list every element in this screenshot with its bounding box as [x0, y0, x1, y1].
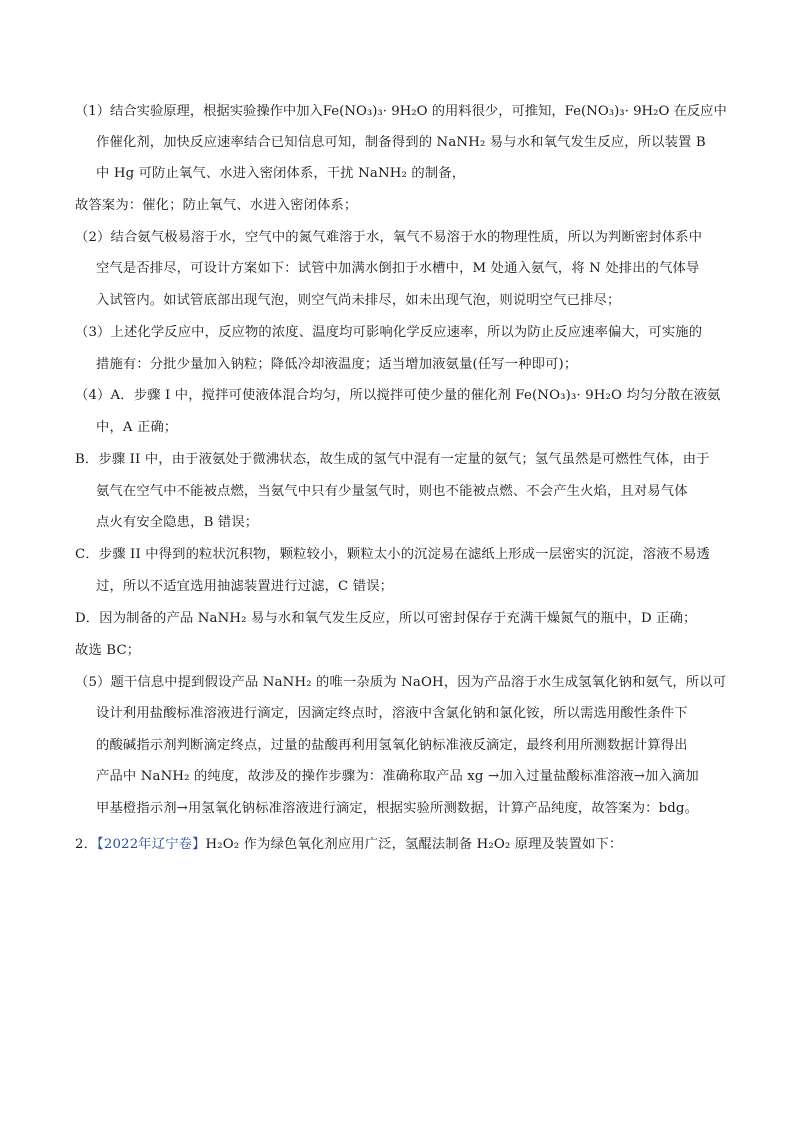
text-line: 措施有：分批少量加入钠粒；降低冷却液温度；适当增加液氨量(任写一种即可)； [96, 357, 578, 372]
question-2 [75, 835, 622, 855]
question-source: 【2022年辽宁卷】 [97, 837, 206, 852]
text-line: 中，A 正确； [96, 420, 178, 435]
text-line: （1）结合实验原理，根据实验操作中加入Fe(NO₃)₃· 9H₂O 的用料很少，可推知，Fe(NO₃)₃· 9H₂O 在反应中 [75, 104, 727, 119]
text-line: （3）上述化学反应中，反应物的浓度、温度均可影响化学反应速率，所以为防止反应速率偏大，可实施的 [75, 325, 703, 340]
text-line: 的酸碱指示剂判断滴定终点，过量的盐酸再利用氢氧化钠标准液反滴定，最终利用所测数据计算得出 [96, 738, 688, 753]
text-line: D．因为制备的产品 NaNH₂ 易与水和氧气发生反应，所以可密封保存于充满干燥氮气的瓶中，D 正确； [75, 611, 697, 626]
text-line: C．步骤 II 中得到的粒状沉积物，颗粒较小，颗粒太小的沉淀易在滤纸上形成一层密实的沉淀，溶液不易透 [75, 547, 710, 562]
text-line: 产品中 NaNH₂ 的纯度，故涉及的操作步骤为：准确称取产品 xg →加入过量盐酸标准溶液→加入滴加 [96, 769, 699, 784]
text-line: （5）题干信息中提到假设产品 NaNH₂ 的唯一杂质为 NaOH，因为产品溶于水生成氢氧化钠和氨气，所以可 [75, 675, 727, 690]
text-line: 故选 BC； [75, 643, 141, 658]
text-line: 氨气在空气中不能被点燃，当氨气中只有少量氢气时，则也不能被点燃、不会产生火焰，且对易气体 [96, 484, 688, 499]
text-line: （2）结合氨气极易溶于水，空气中的氮气难溶于水，氧气不易溶于水的物理性质，所以为判断密封体系中 [75, 230, 703, 245]
text-line: 甲基橙指示剂→用氢氧化钠标准溶液进行滴定，根据实验所测数据，计算产品纯度，故答案为：bdg。 [96, 801, 699, 816]
text-line: 作催化剂，加快反应速率结合已知信息可知，制备得到的 NaNH₂ 易与水和氧气发生反应，所以装置 B [96, 135, 706, 150]
text-line: 过，所以不适宜选用抽滤装置进行过滤，C 错误； [96, 579, 394, 594]
question-number: 2． [75, 837, 98, 852]
text-line: （4）A．步骤 I 中，搅拌可使液体混合均匀，所以搅拌可使少量的催化剂 Fe(NO₃)₃· 9H₂O 均匀分散在液氨 [75, 388, 721, 403]
text-line: 入试管内。如试管底部出现气泡，则空气尚未排尽，如未出现气泡，则说明空气已排尽； [96, 293, 621, 308]
text-line: 设计利用盐酸标准溶液进行滴定，因滴定终点时，溶液中含氯化钠和氯化铵，所以需选用酸性条件下 [96, 706, 688, 721]
text-line: 点火有安全隐患，B 错误； [96, 515, 259, 530]
text-line: 中 Hg 可防止氧气、水进入密闭体系，干扰 NaNH₂ 的制备， [96, 166, 466, 181]
question-text: H₂O₂ 作为绿色氧化剂应用广泛，氢醌法制备 H₂O₂ 原理及装置如下： [205, 837, 623, 852]
text-line: 空气是否排尽，可设计方案如下：试管中加满水倒扣于水槽中，M 处通入氨气，将 N 处排出的气体导 [96, 261, 700, 276]
text-line: B．步骤 II 中，由于液氨处于微沸状态，故生成的氢气中混有一定量的氨气；氢气虽然是可燃性气体，由于 [75, 452, 710, 467]
text-line: 故答案为：催化；防止氧气、水进入密闭体系； [75, 198, 358, 213]
